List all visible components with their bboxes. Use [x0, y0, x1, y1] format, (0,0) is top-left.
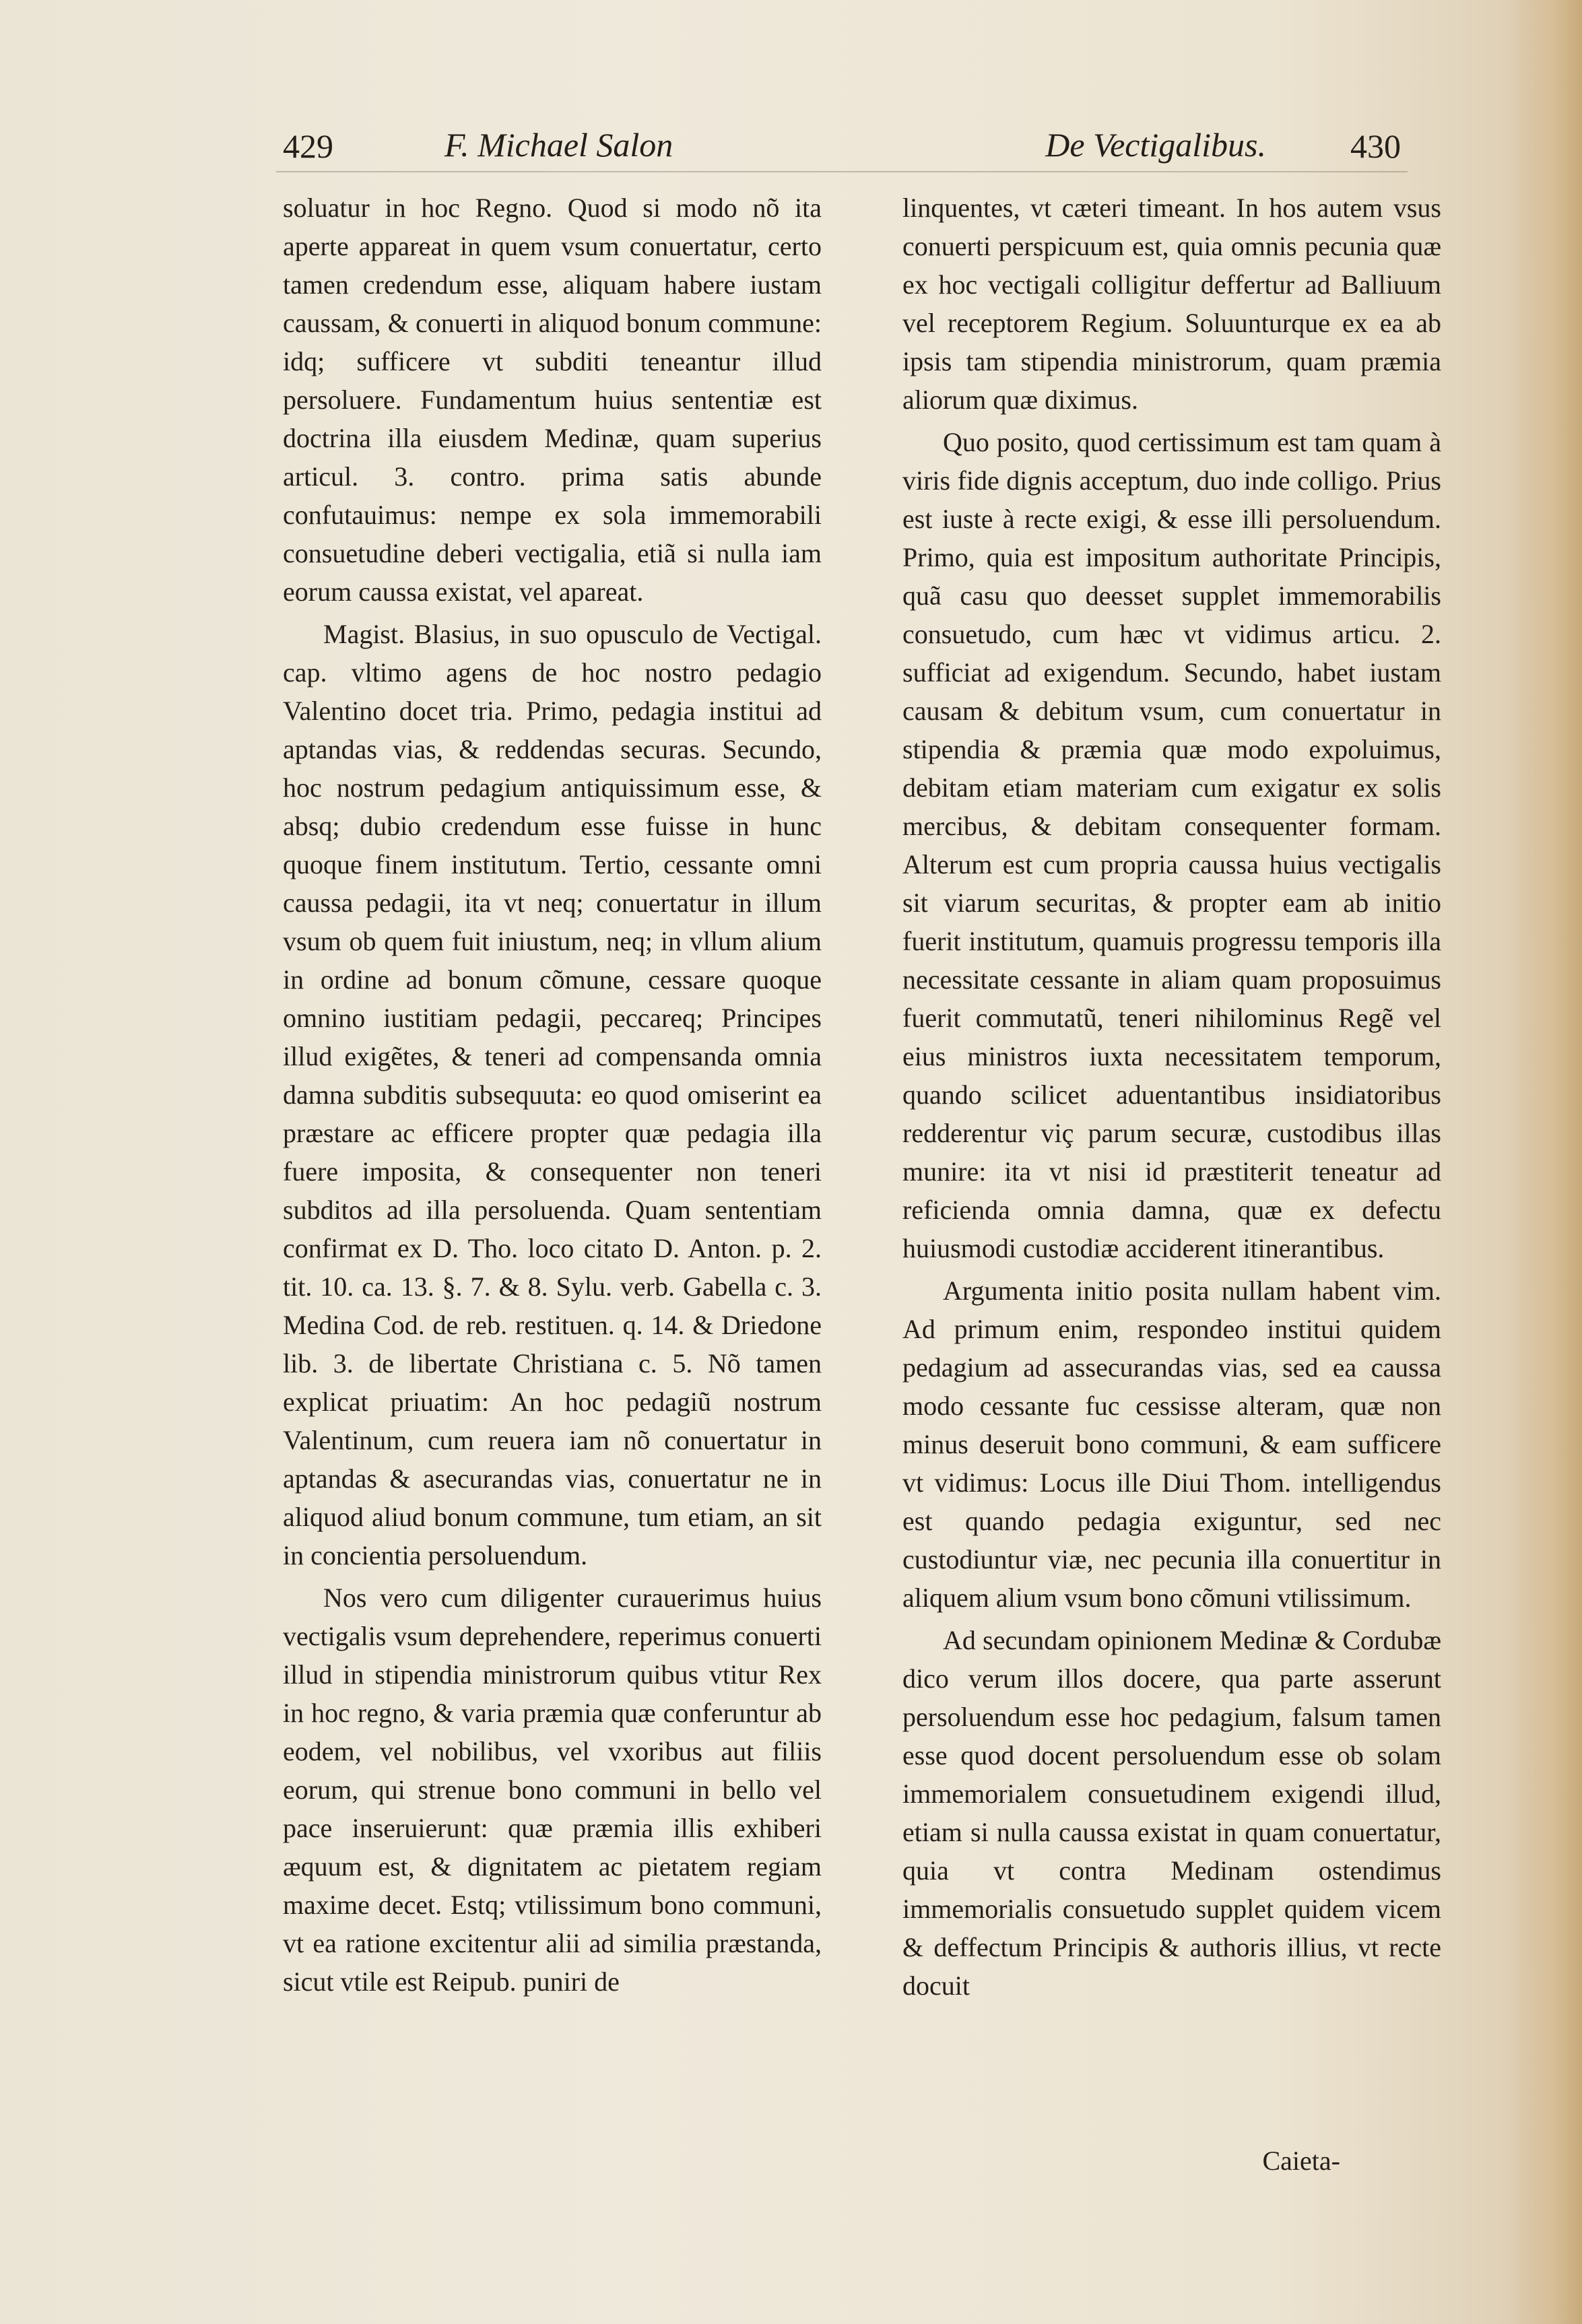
text-columns	[283, 189, 1441, 2195]
right-paragraph-2: Quo posito, quod certissimum est tam quam à viris fide dignis acceptum, duo inde colligo. Prius est iuste à recte exigi, & esse illi persoluendum. Primo, quia est impositum authoritate Principis, quã casu quo deesset supplet immemorabilis consuetudo, cum hæc vt vidimus articu. 2. sufficiat ad exigendum. Secundo, habet iustam causam & debitum vsum, cum conuertatur in stipendia & præmia quæ modo expoluimus, debitam etiam materiam cum exigatur ex solis mercibus, & debitam consequenter formam. Alterum est cum propria caussa huius vectigalis sit viarum securitas, & propter eam ab initio fuerit institutum, quamuis progressu temporis illa necessitate cessante in aliam quam proposuimus fuerit commutatũ, teneri nihilominus Regẽ vel eius ministros iuxta necessitatem temporum, quando scilicet aduentantibus insidiatoribus redderentur viç parum securæ, custodibus illas munire: ita vt nisi id præstiterit teneatur ad reficienda omnia damna, quæ ex defectu huiusmodi custodiæ acciderent itinerantibus.	[902, 427, 1441, 1263]
catchword: Caieta-	[1262, 2146, 1340, 2176]
left-paragraph-3: Nos vero cum diligenter curauerimus huius vectigalis vsum deprehendere, reperimus conuerti illud in stipendia ministrorum quibus vtitur Rex in hoc regno, & varia præmia quæ conferuntur ab eodem, vel nobilibus, vel vxoribus aut filiis eorum, qui strenue bono communi in bello vel pace inseruierunt: quæ præmia illis exhiberi æquum est, & dignitatem ac pietatem regiam maxime decet. Estq; vtilissimum bono communi, vt ea ratione excitentur alii ad similia præstanda, sicut vtile est Reipub. puniri de	[283, 1583, 822, 1997]
right-paragraph-3: Argumenta initio posita nullam habent vim. Ad primum enim, respondeo institui quidem pedagium ad assecurandas vias, sed ea caussa modo cessante fuc cessisse alteram, quæ non minus deseruit bono communi, & eam sufficere vt vidimus: Locus ille Diui Thom. intelligendus est quando pedagia exiguntur, sed nec custodiuntur viæ, nec pecunia illa conuertitur in aliquem alium vsum bono cõmuni vtilissimum.	[902, 1275, 1441, 1613]
header-rule	[276, 171, 1408, 172]
book-spread	[202, 121, 1482, 2263]
left-page-number: 429	[283, 127, 333, 165]
running-head	[202, 121, 1482, 175]
right-column	[902, 189, 1441, 2195]
running-head-author: F. Michael Salon	[444, 126, 673, 164]
page-edge-shadow	[1508, 0, 1582, 2324]
right-page-number: 430	[1350, 127, 1401, 165]
running-head-title: De Vectigalibus.	[1045, 126, 1266, 164]
left-column	[283, 189, 822, 2195]
left-paragraph-1: soluatur in hoc Regno. Quod si modo nõ ita aperte appareat in quem vsum conuertatur, certo tamen credendum esse, aliquam habere iustam caussam, & conuerti in aliquod bonum commune: idq; sufficere vt subditi teneantur illud persoluere. Fundamentum huius sententiæ est doctrina illa eiusdem Medinæ, quam superius articul. 3. contro. prima satis abunde confutauimus: nempe ex sola immemorabili consuetudine deberi vectigalia, etiã si nulla iam eorum caussa existat, vel apareat.	[283, 193, 822, 607]
left-paragraph-2: Magist. Blasius, in suo opusculo de Vectigal. cap. vltimo agens de hoc nostro pedagio Valentino docet tria. Primo, pedagia institui ad aptandas vias, & reddendas securas. Secundo, hoc nostrum pedagium antiquissimum esse, & absq; dubio credendum esse fuisse in hunc quoque finem institutum. Tertio, cessante omni caussa pedagii, ita vt neq; conuertatur in illum vsum ob quem fuit iniustum, neq; in vllum alium in ordine ad bonum cõmune, cessare quoque omnino iustitiam pedagii, peccareq; Principes illud exigẽtes, & teneri ad compensanda omnia damna subditis subsequuta: eo quod omiserint ea præstare ac efficere propter quæ pedagia illa fuere imposita, & consequenter non teneri subditos ad illa persoluenda. Quam sententiam confirmat ex D. Tho. loco citato D. Anton. p. 2. tit. 10. ca. 13. §. 7. & 8. Sylu. verb. Gabella c. 3. Medina Cod. de reb. restituen. q. 14. & Driedone lib. 3. de libertate Christiana c. 5. Nõ tamen explicat priuatim: An hoc pedagiũ nostrum Valentinum, cum reuera iam nõ conuertatur in aptandas & asecurandas vias, conuertatur ne in aliquod aliud bonum commune, tum etiam, an sit in concientia persoluendum.	[283, 619, 822, 1570]
right-paragraph-1: linquentes, vt cæteri timeant. In hos autem vsus conuerti perspicuum est, quia omnis pecunia quæ ex hoc vectigali colligitur deffertur ad Balliuum vel receptorem Regium. Soluunturque ex ea ab ipsis tam stipendia ministrorum, quam præmia aliorum quæ diximus.	[902, 193, 1441, 415]
right-paragraph-4: Ad secundam opinionem Medinæ & Cordubæ dico verum illos docere, qua parte asserunt persoluendum esse hoc pedagium, falsum tamen esse quod docent persoluendum esse ob solam immemorialem consuetudinem exigendi illud, etiam si nulla caussa existat in quam conuertatur, quia vt contra Medinam ostendimus immemorialis consuetudo supplet quidem vicem & deffectum Principis & authoris illius, vt recte docuit	[902, 1625, 1441, 2001]
